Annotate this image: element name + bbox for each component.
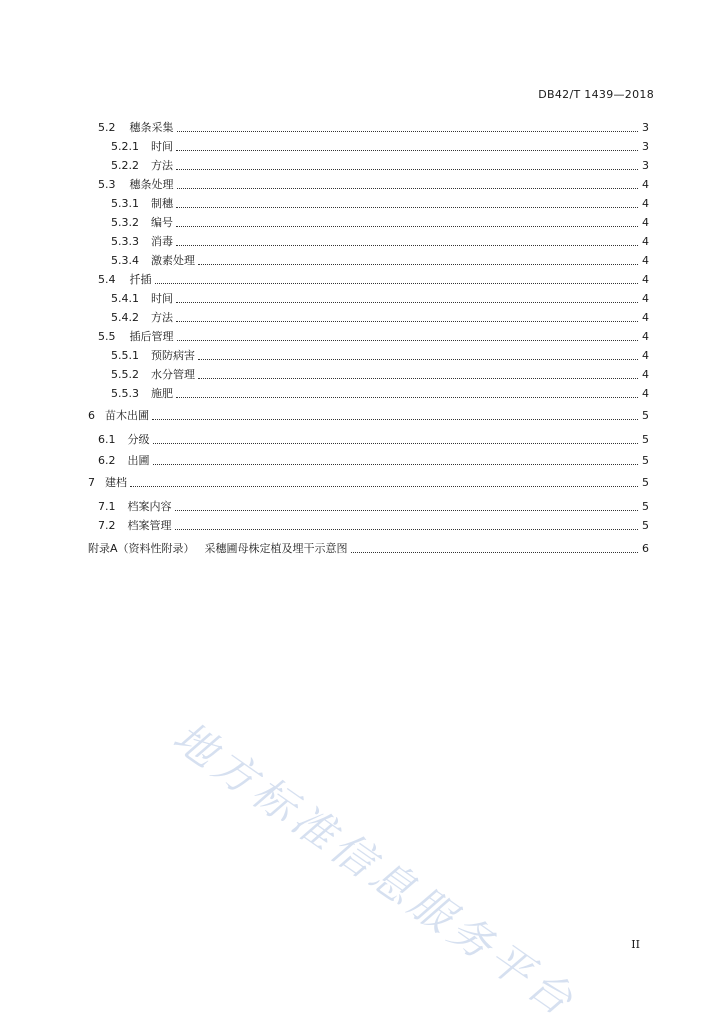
toc-entry-number: 7.2 (98, 519, 116, 532)
toc-entry[interactable] (111, 214, 649, 230)
toc-entry[interactable] (98, 119, 649, 135)
toc-entry-number: 5.2 (98, 121, 116, 134)
toc-entry-number: 5.5 (98, 330, 116, 343)
toc-entry[interactable] (111, 195, 649, 211)
toc-entry-title: 制穗 (151, 197, 173, 210)
toc-leader-dots (177, 340, 639, 341)
toc-entry-page: 4 (642, 235, 649, 248)
toc-entry[interactable] (111, 347, 649, 363)
toc-entry-title: 方法 (151, 311, 173, 324)
toc-leader-dots (198, 378, 638, 379)
toc-entry-number: 6 (88, 409, 95, 422)
toc-entry-title: 建档 (105, 476, 127, 489)
toc-entry[interactable] (98, 271, 649, 287)
toc-leader-dots (130, 486, 638, 487)
toc-entry-number: 5.3 (98, 178, 116, 191)
toc-entry[interactable] (98, 517, 649, 533)
toc-leader-dots (175, 529, 639, 530)
toc-entry-title: 档案管理 (127, 519, 172, 532)
toc-entry-number: 5.5.2 (111, 368, 139, 381)
toc-entry[interactable] (111, 385, 649, 401)
toc-entry[interactable] (98, 431, 649, 447)
toc-leader-dots (152, 419, 638, 420)
toc-entry-title: 水分管理 (151, 368, 195, 381)
toc-leader-dots (176, 169, 638, 170)
toc-leader-dots (177, 131, 639, 132)
toc-entry[interactable] (88, 474, 649, 490)
toc-entry-number: 5.2.2 (111, 159, 139, 172)
toc-entry-title: 消毒 (151, 235, 173, 248)
toc-entry-page: 4 (642, 216, 649, 229)
toc-entry-title: 出圃 (127, 454, 150, 467)
toc-entry-page: 5 (642, 454, 649, 467)
toc-entry-title: 扦插 (129, 273, 152, 286)
toc-entry-page: 4 (642, 292, 649, 305)
toc-entry-page: 4 (642, 178, 649, 191)
toc-entry-title: 采穗圃母株定植及埋干示意图 (204, 542, 348, 555)
toc-entry-number: 5.3.4 (111, 254, 139, 267)
toc-entry-title: 穗条处理 (129, 178, 174, 191)
toc-entry-page: 5 (642, 409, 649, 422)
toc-entry[interactable] (111, 366, 649, 382)
toc-entry-number: 5.5.3 (111, 387, 139, 400)
toc-leader-dots (175, 510, 639, 511)
toc-entry-number: 5.5.1 (111, 349, 139, 362)
toc-entry-number: 6.2 (98, 454, 116, 467)
toc-entry[interactable] (111, 252, 649, 268)
toc-entry[interactable] (111, 138, 649, 154)
toc-entry-page: 4 (642, 349, 649, 362)
toc-leader-dots (155, 283, 639, 284)
toc-entry[interactable] (98, 176, 649, 192)
toc-entry[interactable] (98, 452, 649, 468)
toc-entry-page: 3 (642, 121, 649, 134)
standard-code: DB42/T 1439—2018 (538, 88, 654, 101)
toc-leader-dots (176, 207, 638, 208)
toc-entry-page: 4 (642, 387, 649, 400)
toc-entry-title: 穗条采集 (129, 121, 174, 134)
toc-entry-title: 预防病害 (151, 349, 195, 362)
toc-entry-number: 7.1 (98, 500, 116, 513)
toc-entry-number: 6.1 (98, 433, 116, 446)
watermark: 地方标准信息服务平台 (164, 711, 586, 1028)
toc-entry-page: 3 (642, 140, 649, 153)
toc-entry-page: 4 (642, 311, 649, 324)
toc-leader-dots (177, 188, 639, 189)
toc-leader-dots (176, 321, 638, 322)
toc-entry[interactable] (98, 328, 649, 344)
toc-entry-number: 5.3.1 (111, 197, 139, 210)
toc-entry-title: 时间 (151, 292, 173, 305)
toc-entry-page: 4 (642, 254, 649, 267)
toc-entry-title: 施肥 (151, 387, 173, 400)
toc-leader-dots (198, 264, 638, 265)
page-number: II (631, 938, 640, 951)
toc-leader-dots (176, 302, 638, 303)
toc-leader-dots (176, 245, 638, 246)
toc-entry-page: 5 (642, 476, 649, 489)
toc-entry-page: 5 (642, 519, 649, 532)
toc-entry-page: 4 (642, 330, 649, 343)
toc-entry[interactable] (88, 407, 649, 423)
toc-entry[interactable] (111, 309, 649, 325)
toc-entry[interactable] (111, 290, 649, 306)
toc-entry-page: 5 (642, 433, 649, 446)
toc-entry-title: 时间 (151, 140, 173, 153)
toc-entry-number: 5.3.2 (111, 216, 139, 229)
toc-leader-dots (351, 552, 638, 553)
toc-entry[interactable] (88, 540, 649, 556)
toc-leader-dots (176, 150, 638, 151)
toc-entry-number: 5.4 (98, 273, 116, 286)
toc-entry[interactable] (98, 498, 649, 514)
toc-entry[interactable] (111, 233, 649, 249)
toc-entry-title: 分级 (127, 433, 150, 446)
toc-entry-page: 3 (642, 159, 649, 172)
toc-entry-page: 4 (642, 197, 649, 210)
toc-entry-title: 编号 (151, 216, 173, 229)
toc-entry-page: 5 (642, 500, 649, 513)
toc-leader-dots (176, 226, 638, 227)
toc-leader-dots (153, 443, 639, 444)
toc-entry-number: 5.4.1 (111, 292, 139, 305)
toc-entry-title: 苗木出圃 (105, 409, 149, 422)
toc-leader-dots (176, 397, 638, 398)
toc-leader-dots (198, 359, 638, 360)
toc-leader-dots (153, 464, 639, 465)
toc-entry-title: 档案内容 (127, 500, 172, 513)
toc-entry-number: 7 (88, 476, 95, 489)
toc-entry-title: 方法 (151, 159, 173, 172)
toc-entry-page: 4 (642, 273, 649, 286)
toc-entry-title: 激素处理 (151, 254, 195, 267)
toc-entry-number: 5.2.1 (111, 140, 139, 153)
toc-entry[interactable] (111, 157, 649, 173)
toc-entry-number: 5.3.3 (111, 235, 139, 248)
toc-entry-page: 6 (642, 542, 649, 555)
toc-entry-number: 附录A（资料性附录） (88, 542, 195, 555)
toc-entry-page: 4 (642, 368, 649, 381)
toc-entry-number: 5.4.2 (111, 311, 139, 324)
toc-entry-title: 插后管理 (129, 330, 174, 343)
